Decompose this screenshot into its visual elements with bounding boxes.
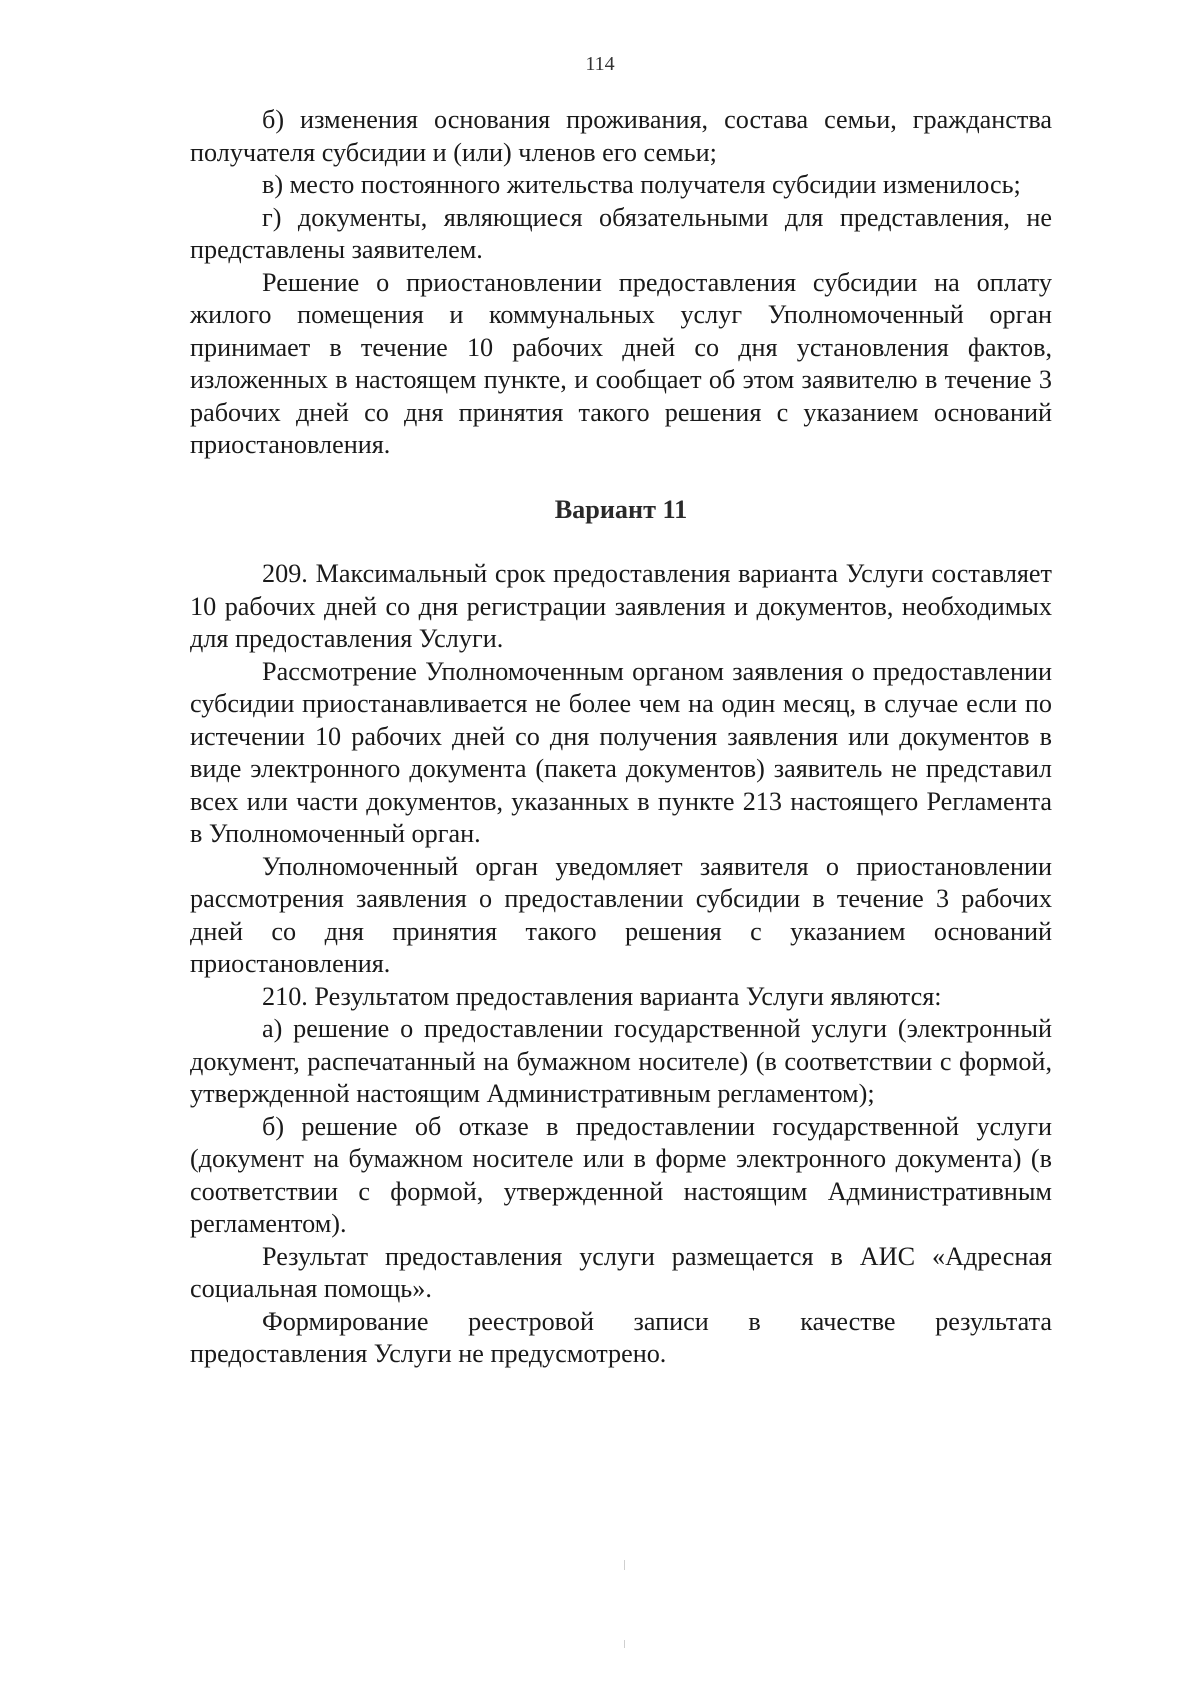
section-heading: Вариант 11 (554, 494, 688, 524)
scan-artifact (624, 1560, 625, 1570)
paragraph: а) решение о предоставлении государственной услуги (электронный документ, распечатанный на бумажном носителе) (в соответствии с формой, утвержденной настоящим Административным регламентом); (190, 1014, 1052, 1108)
scan-artifact (624, 1640, 625, 1648)
paragraph: Результат предоставления услуги размещается в АИС «Адресная социальная помощь». (190, 1241, 1052, 1303)
paragraph: в) место постоянного жительства получателя субсидии изменилось; (262, 170, 1021, 199)
paragraph: Решение о приостановлении предоставления субсидии на оплату жилого помещения и коммунальных услуг Уполномоченный орган принимает в течение 10 рабочих дней со дня установления фактов, изложенных в настоящем пункте, и сообщает об этом заявителю в течение 3 рабочих дней со дня принятия такого решения с указанием оснований приостановления. (190, 267, 1052, 459)
paragraph: 209. Максимальный срок предоставления варианта Услуги составляет 10 рабочих дней со дня регистрации заявления и документов, необходимых для предоставления Услуги. (190, 559, 1052, 653)
paragraph: Рассмотрение Уполномоченным органом заявления о предоставлении субсидии приостанавливается не более чем на один месяц, в случае если по истечении 10 рабочих дней со дня получения заявления или документов в виде электронного документа (пакета документов) заявитель не представил всех или части документов, указанных в пункте 213 настоящего Регламента в Уполномоченный орган. (190, 656, 1052, 848)
paragraph: 210. Результатом предоставления варианта Услуги являются: (262, 981, 942, 1011)
paragraph: г) документы, являющиеся обязательными для представления, не представлены заявителем. (190, 202, 1052, 264)
paragraph: б) изменения основания проживания, состава семьи, гражданства получателя субсидии и (или) членов его семьи; (190, 105, 1052, 167)
paragraph: Уполномоченный орган уведомляет заявителя о приостановлении рассмотрения заявления о предоставлении субсидии в течение 3 рабочих дней со дня принятия такого решения с указанием оснований приостановления. (190, 851, 1052, 978)
paragraph: б) решение об отказе в предоставлении государственной услуги (документ на бумажном носителе или в форме электронного документа) (в соответствии с формой, утвержденной настоящим Административным регламентом). (190, 1111, 1052, 1238)
page-number: 114 (585, 53, 615, 75)
document-body (190, 104, 1052, 1371)
paragraph: Формирование реестровой записи в качестве результата предоставления Услуги не предусмотрено. (190, 1306, 1052, 1368)
